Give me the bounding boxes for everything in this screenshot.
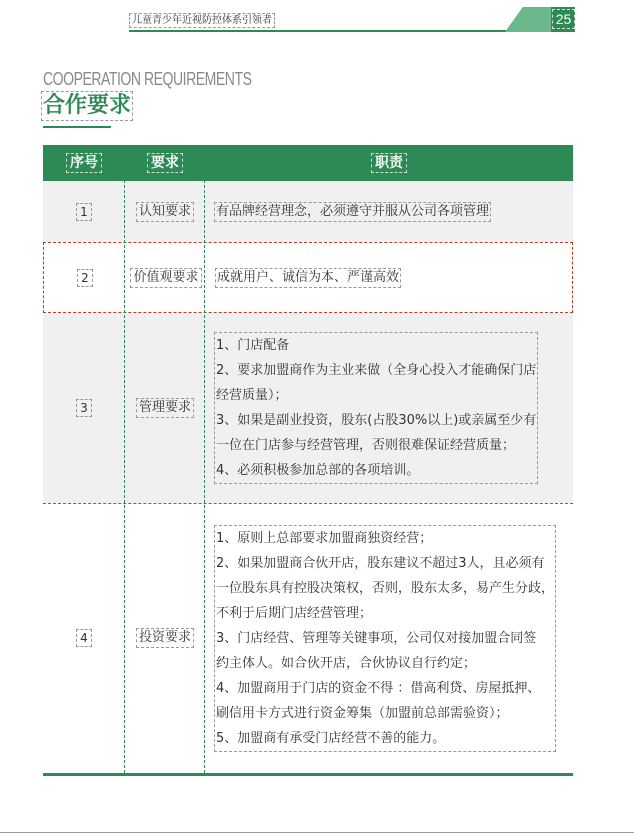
page-bottom-rule bbox=[0, 832, 634, 833]
row-duties bbox=[214, 503, 559, 773]
section-title-underline bbox=[43, 126, 111, 128]
row-requirement: 管理要求 bbox=[125, 313, 205, 503]
row-duties bbox=[214, 313, 559, 503]
duty-line: 刷信用卡方式进行资金筹集（加盟前总部需验资）； bbox=[216, 705, 509, 721]
row-number: 2 bbox=[44, 243, 126, 312]
duty-list bbox=[214, 525, 556, 752]
duty-line: 3、如果是副业投资，股东(占股30%以上)或亲属至少有 bbox=[216, 413, 537, 428]
duty-line: 1、原则上总部要求加盟商独资经营； bbox=[216, 530, 433, 546]
row-requirement: 认知要求 bbox=[125, 181, 205, 242]
duty-line: 有品牌经营理念，必须遵守并服从公司各项管理 bbox=[216, 203, 490, 219]
table-row bbox=[43, 181, 573, 242]
duty-line: 5、加盟商有承受门店经营不善的能力。 bbox=[216, 730, 446, 746]
duty-line: 3、门店经营、管理等关键事项，公司仅对接加盟合同签 bbox=[216, 630, 537, 646]
row-requirement: 投资要求 bbox=[125, 503, 205, 773]
table-bottom-border bbox=[43, 773, 573, 776]
duty-line: 不利于后期门店经营管理； bbox=[216, 605, 373, 621]
row-requirement: 价值观要求 bbox=[126, 243, 206, 312]
page-number: 25 bbox=[552, 9, 575, 29]
table-row bbox=[43, 313, 573, 503]
duty-line: 一位在门店参与经营管理，否则很难保证经营质量； bbox=[216, 438, 516, 453]
section-title-zh: 合作要求 bbox=[41, 91, 133, 121]
table-row bbox=[43, 242, 573, 313]
duty-line: 1、门店配备 bbox=[216, 338, 290, 353]
duty-line: 2、如果加盟商合伙开店，股东建议不超过3人，且必须有 bbox=[216, 555, 545, 571]
row-number: 4 bbox=[43, 503, 125, 773]
column-header-duty: 职责 bbox=[205, 145, 573, 181]
duty-list bbox=[214, 332, 538, 484]
duty-line: 成就用户、诚信为本、严谨高效 bbox=[217, 269, 400, 285]
row-number: 1 bbox=[43, 181, 125, 242]
table-header bbox=[43, 145, 573, 181]
duty-line: 4、加盟商用于门店的资金不得 ：借高利贷、房屋抵押、 bbox=[216, 680, 541, 696]
row-duties bbox=[215, 243, 570, 312]
header-tab-accent bbox=[505, 7, 551, 32]
duty-line: 经营质量）； bbox=[216, 388, 288, 403]
column-header-number: 序号 bbox=[43, 145, 125, 181]
section-title-en: COOPERATION REQUIREMENTS bbox=[43, 69, 252, 89]
column-divider bbox=[124, 145, 125, 773]
duty-line: 约主体人。如合伙开店，合伙协议自行约定； bbox=[216, 655, 477, 671]
row-number: 3 bbox=[43, 313, 125, 503]
row-divider bbox=[43, 503, 573, 504]
duty-list bbox=[215, 268, 401, 288]
series-title: 儿童青少年近视防控体系引领者 bbox=[129, 13, 275, 28]
column-divider bbox=[204, 145, 205, 773]
table-row bbox=[43, 503, 573, 773]
column-header-requirement: 要求 bbox=[125, 145, 205, 181]
duty-line: 4、必须积极参加总部的各项培训。 bbox=[216, 463, 420, 478]
duty-list bbox=[214, 202, 491, 222]
duty-line: 一位股东具有控股决策权，否则，股东太多，易产生分歧， bbox=[216, 580, 555, 596]
duty-line: 2、要求加盟商作为主业来做（全身心投入才能确保门店 bbox=[216, 363, 537, 378]
row-duties bbox=[214, 181, 569, 242]
